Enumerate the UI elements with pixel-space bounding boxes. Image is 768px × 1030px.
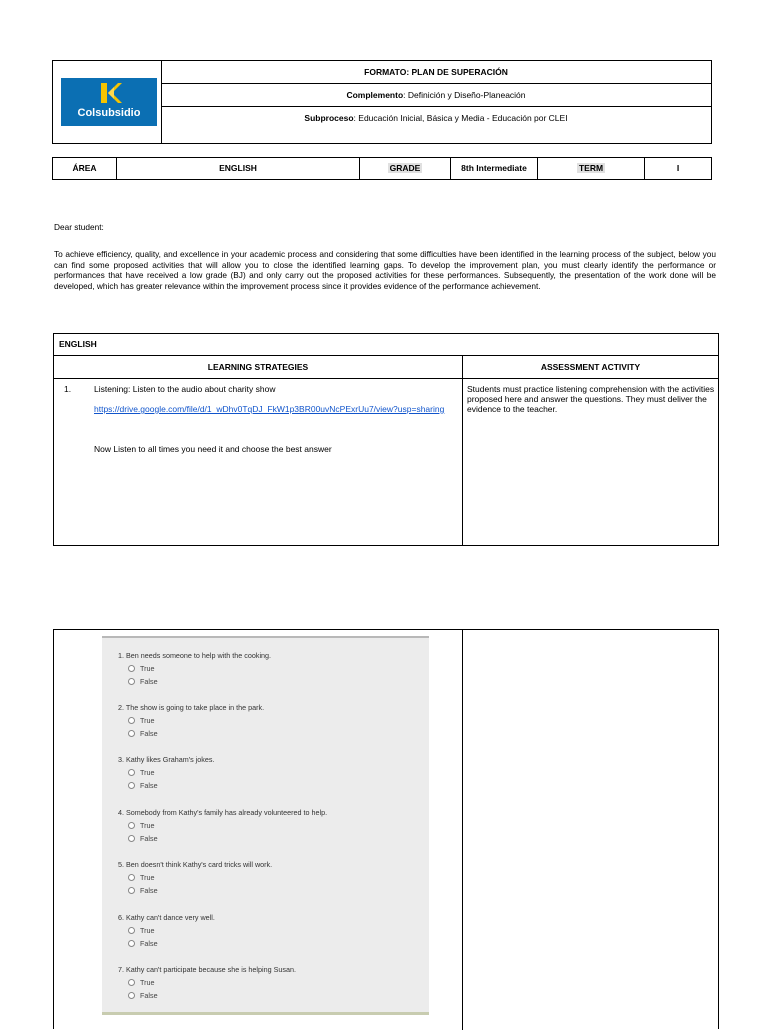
question-6 [118, 911, 215, 950]
radio-icon[interactable] [128, 927, 135, 934]
colsubsidio-k-icon [97, 81, 123, 105]
radio-icon[interactable] [128, 874, 135, 881]
term-label-cell [538, 158, 645, 179]
subproceso-row [161, 107, 711, 129]
area-value-cell [117, 158, 360, 179]
radio-icon[interactable] [128, 835, 135, 842]
option-true[interactable] [118, 766, 214, 779]
col-assessment-activity: ASSESSMENT ACTIVITY [540, 362, 641, 372]
subproceso-label: Subproceso [304, 113, 354, 123]
question-5 [118, 858, 272, 897]
option-true[interactable] [118, 819, 327, 832]
option-false[interactable] [118, 937, 215, 950]
column-divider [462, 355, 463, 545]
grade-label: GRADE [389, 163, 421, 173]
radio-icon[interactable] [128, 665, 135, 672]
radio-icon[interactable] [128, 769, 135, 776]
option-label: True [140, 664, 155, 673]
option-label: True [140, 873, 155, 882]
brand-name: Colsubsidio [77, 107, 141, 119]
option-true[interactable] [118, 871, 272, 884]
radio-icon[interactable] [128, 992, 135, 999]
question-text: 6. Kathy can't dance very well. [118, 913, 215, 922]
quiz-panel [102, 636, 429, 1015]
option-false[interactable] [118, 675, 271, 688]
question-text: 7. Kathy can't participate because she is helping Susan. [118, 965, 296, 974]
option-label: True [140, 978, 155, 987]
col-learning-strategies: LEARNING STRATEGIES [207, 362, 309, 372]
question-1 [118, 649, 271, 688]
option-false[interactable] [118, 727, 264, 740]
option-false[interactable] [118, 779, 214, 792]
option-label: False [140, 781, 158, 790]
term-value: I [676, 163, 680, 173]
option-false[interactable] [118, 989, 296, 1002]
listen-instruction: Now Listen to all times you need it and choose the best answer [94, 444, 332, 454]
question-2 [118, 701, 264, 740]
table-title: ENGLISH [59, 339, 97, 349]
subproceso-value: : Educación Inicial, Básica y Media - Educación por CLEI [353, 113, 568, 123]
term-label: TERM [578, 163, 604, 173]
grade-value-cell [451, 158, 538, 179]
term-value-cell [645, 158, 711, 179]
option-true[interactable] [118, 976, 296, 989]
question-7 [118, 963, 296, 1002]
area-label: ÁREA [72, 163, 97, 173]
complemento-row [161, 84, 711, 107]
complemento-value: : Definición y Diseño-Planeación [403, 90, 526, 100]
area-value: ENGLISH [219, 163, 257, 173]
option-label: False [140, 677, 158, 686]
audio-link[interactable]: https://drive.google.com/file/d/1_wDhv0TqDJ_FkW1p3BR00uvNcPExrUu7/view?usp=sharing [94, 404, 445, 414]
question-text: 1. Ben needs someone to help with the cooking. [118, 651, 272, 660]
column-divider [462, 630, 463, 1030]
logo-cell [53, 61, 162, 143]
radio-icon[interactable] [128, 979, 135, 986]
option-true[interactable] [118, 662, 271, 675]
question-text: 4. Somebody from Kathy's family has already volunteered to help. [118, 808, 328, 817]
option-label: False [140, 991, 158, 1000]
letter-body: To achieve efficiency, quality, and excellence in your academic process and considering that some difficulties have been identified in the learning process of the subject, below you can find some proposed activities that will allow you to close the identified learning gaps. To develop the improvement plan, you must clearly identify the performance or performances that have received a low grade (BJ) and only carry out the proposed activities for these performances. Subsequently, the presentation of the work done will be developed, which has greater relevance within the improvement process since it provides evidence of the performance achievement. [54, 249, 716, 291]
radio-icon[interactable] [128, 822, 135, 829]
english-table [53, 333, 719, 546]
option-label: True [140, 821, 155, 830]
complemento-label: Complemento [346, 90, 404, 100]
option-true[interactable] [118, 714, 264, 727]
item-number: 1. [64, 384, 72, 394]
radio-icon[interactable] [128, 940, 135, 947]
radio-icon[interactable] [128, 730, 135, 737]
item-text: Listening: Listen to the audio about charity show [94, 384, 276, 394]
radio-icon[interactable] [128, 678, 135, 685]
format-title: FORMATO: PLAN DE SUPERACIÓN [161, 61, 711, 84]
grade-label-cell [360, 158, 451, 179]
option-label: False [140, 886, 158, 895]
questions-table [53, 629, 719, 1029]
option-false[interactable] [118, 884, 272, 897]
radio-icon[interactable] [128, 887, 135, 894]
option-label: False [140, 939, 158, 948]
area-row [52, 157, 712, 180]
radio-icon[interactable] [128, 717, 135, 724]
format-header [52, 60, 712, 144]
option-label: False [140, 729, 158, 738]
question-3 [118, 753, 214, 792]
question-text: 2. The show is going to take place in the park. [118, 703, 265, 712]
area-label-cell [53, 158, 117, 179]
divider [54, 378, 718, 379]
option-true[interactable] [118, 924, 215, 937]
colsubsidio-logo [61, 78, 157, 126]
option-label: True [140, 768, 155, 777]
strategy-item-1 [64, 384, 458, 454]
question-text: 3. Kathy likes Graham's jokes. [118, 755, 215, 764]
question-4 [118, 806, 327, 845]
option-false[interactable] [118, 832, 327, 845]
letter-greeting: Dear student: [54, 222, 104, 232]
option-label: True [140, 926, 155, 935]
option-label: True [140, 716, 155, 725]
radio-icon[interactable] [128, 782, 135, 789]
question-text: 5. Ben doesn't think Kathy's card tricks will work. [118, 860, 273, 869]
assessment-text: Students must practice listening comprehension with the activities proposed here and answer the questions. They must deliver the evidence to the teacher. [467, 384, 715, 414]
option-label: False [140, 834, 158, 843]
grade-value: 8th Intermediate [461, 163, 527, 173]
